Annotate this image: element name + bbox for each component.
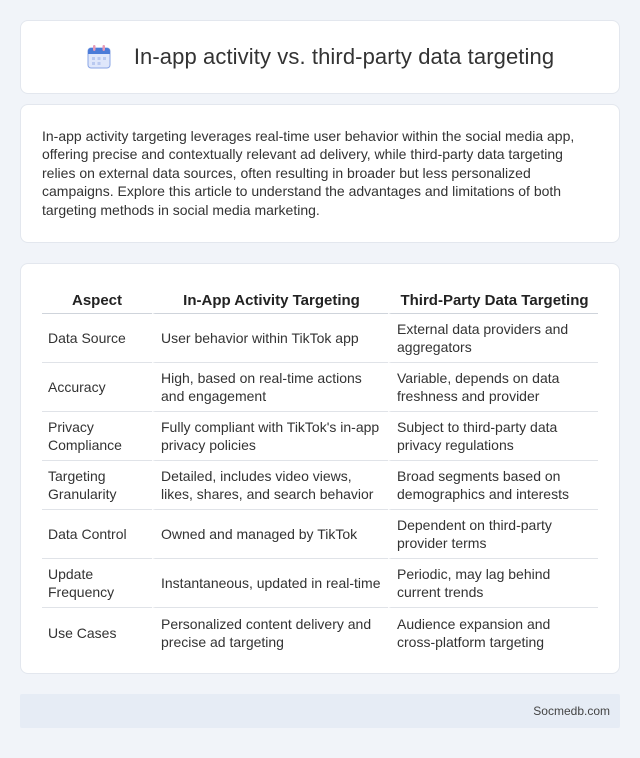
comparison-card [20,263,620,674]
cell-in-app: Detailed, includes video views, likes, shares, and search behavior [152,461,388,510]
table-row [42,412,598,461]
cell-in-app: Fully compliant with TikTok's in-app privacy policies [152,412,388,461]
cell-third-party: Audience expansion and cross-platform targeting [388,608,598,657]
title-card [20,20,620,94]
table-row [42,461,598,510]
cell-aspect: Use Cases [48,624,117,641]
cell-aspect: Data Source [42,314,152,363]
cell-third-party: Subject to third-party data privacy regulations [388,412,598,461]
cell-third-party: Periodic, may lag behind current trends [388,559,598,608]
header-third-party: Third-Party Data Targeting [388,284,598,314]
header-in-app: In-App Activity Targeting [152,284,388,314]
cell-in-app: Owned and managed by TikTok [152,510,388,559]
cell-third-party: Broad segments based on demographics and interests [388,461,598,510]
cell-in-app: Personalized content delivery and precise ad targeting [152,608,388,657]
cell-in-app: User behavior within TikTok app [152,314,388,363]
cell-aspect: Accuracy [42,363,152,412]
cell-aspect: Targeting Granularity [42,461,152,510]
table-row [42,608,598,657]
table-row [42,559,598,608]
cell-third-party: External data providers and aggregators [388,314,598,363]
footer-brand-link[interactable]: Socmedb.com [533,704,610,718]
cell-third-party: Dependent on third-party provider terms [388,510,598,559]
cell-aspect: Data Control [42,510,152,559]
header-aspect: Aspect [42,284,152,314]
cell-third-party: Variable, depends on data freshness and provider [388,363,598,412]
cell-aspect: Update Frequency [42,559,152,608]
table-row [42,363,598,412]
cell-in-app: Instantaneous, updated in real-time [152,559,388,608]
calendar-icon [86,44,112,70]
cell-in-app: High, based on real-time actions and engagement [152,363,388,412]
intro-paragraph: In-app activity targeting leverages real-time user behavior within the social media app, offering precise and contextually relevant ad delivery, while third-party data targeting relies on external data sources, often resulting in broader but less personalized campaigns. Explore this article to understand the advantages and limitations of both targeting methods in social media marketing. [42,128,575,218]
intro-card [20,104,620,243]
footer [20,694,620,728]
table-header-row [42,284,598,314]
table-row [42,510,598,559]
page-title: In-app activity vs. third-party data targeting [133,44,555,69]
table-row [42,314,598,363]
comparison-table [42,284,598,657]
cell-aspect: Privacy Compliance [42,412,152,461]
